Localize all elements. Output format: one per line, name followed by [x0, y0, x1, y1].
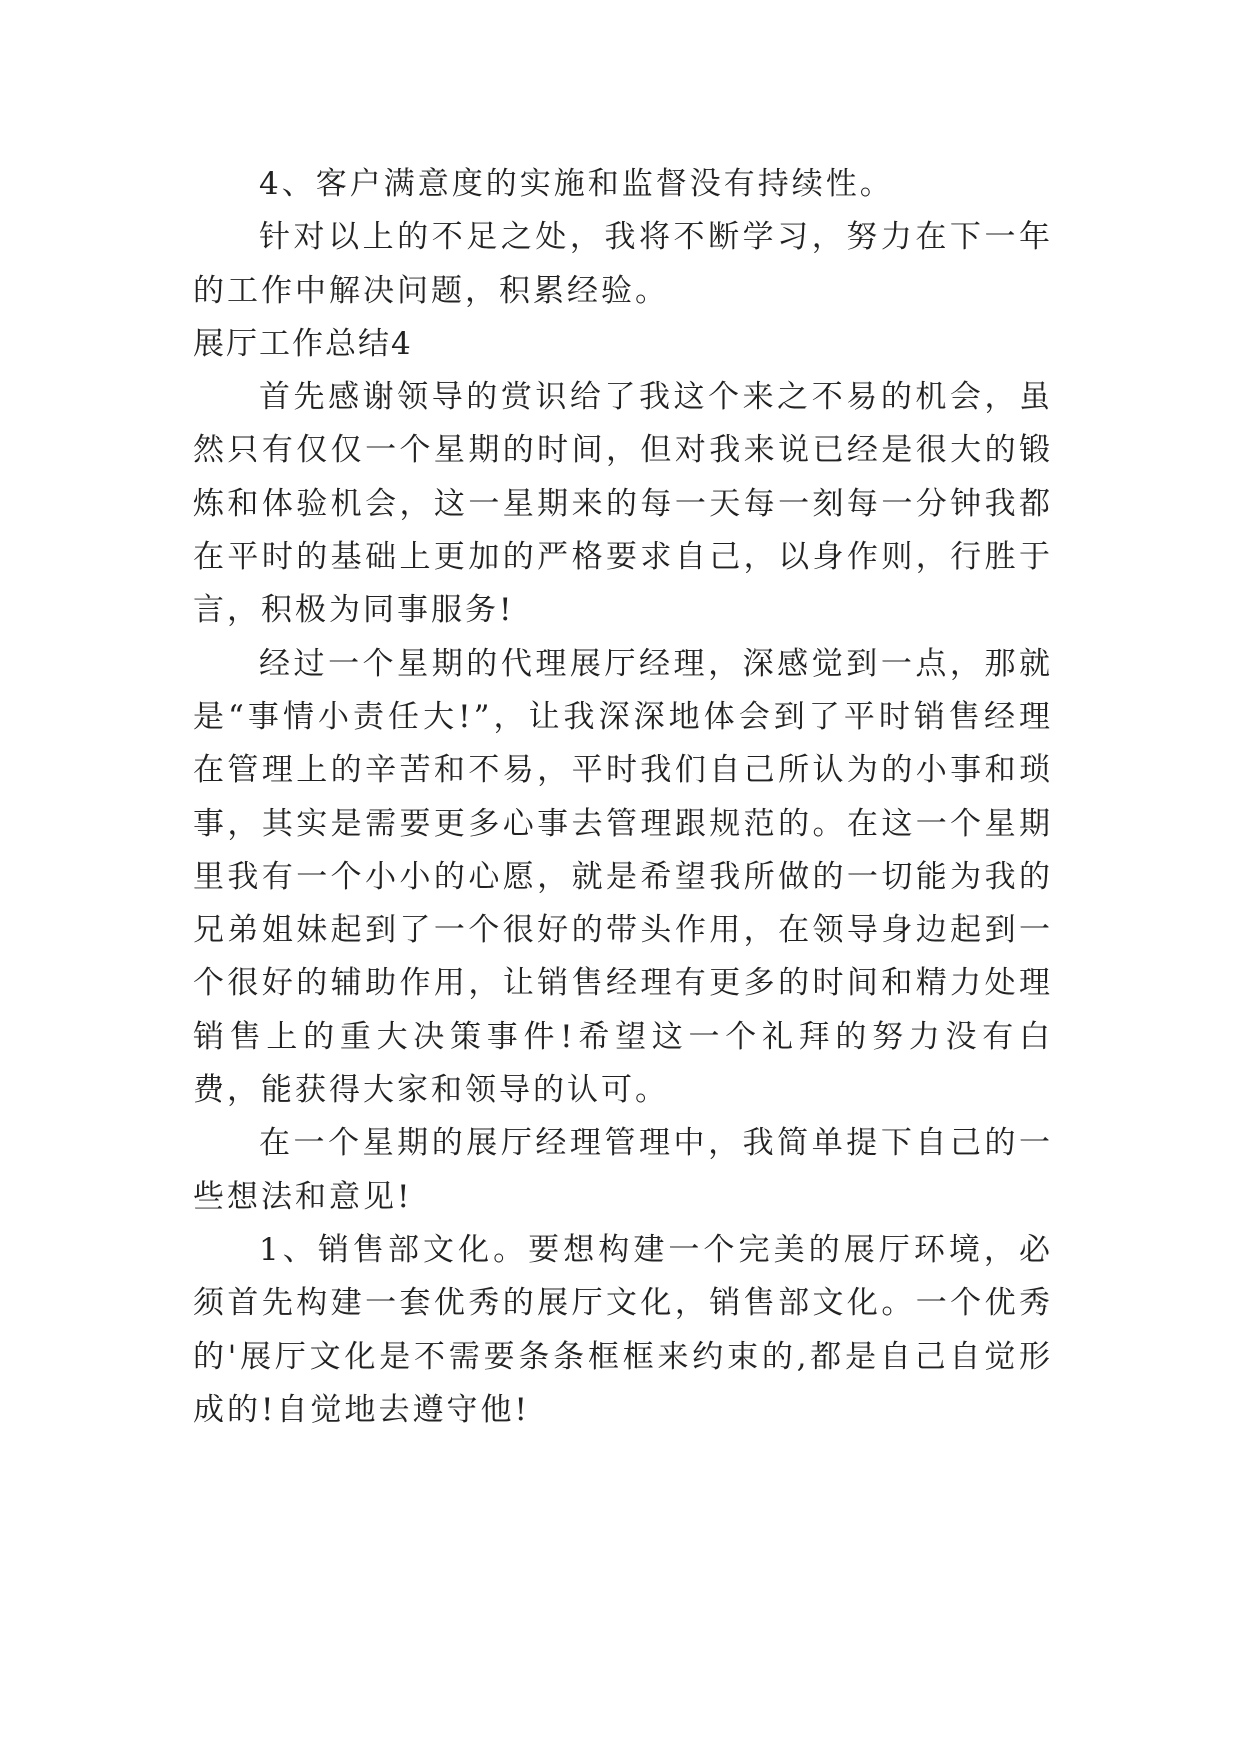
document-body	[193, 158, 1053, 1437]
paragraph-suggestions-intro: 在一个星期的展厅经理管理中，我简单提下自己的一些想法和意见!	[193, 1125, 1053, 1215]
paragraph-sales-culture: 1、销售部文化。要想构建一个完美的展厅环境，必须首先构建一套优秀的展厅文化，销售部文化。一个优秀的'展厅文化是不需要条条框框来约束的,都是自己自觉形成的!自觉地去遵守他!	[193, 1231, 1053, 1428]
section-heading: 展厅工作总结4	[193, 325, 413, 362]
paragraph-gratitude: 首先感谢领导的赏识给了我这个来之不易的机会，虽然只有仅仅一个星期的时间，但对我来说已经是很大的锻炼和体验机会，这一星期来的每一天每一刻每一分钟我都在平时的基础上更加的严格要求自己，以身作则，行胜于言，积极为同事服务!	[193, 379, 1053, 629]
paragraph-experience: 经过一个星期的代理展厅经理，深感觉到一点，那就是“事情小责任大!”，让我深深地体会到了平时销售经理在管理上的辛苦和不易，平时我们自己所认为的小事和琐事，其实是需要更多心事去管理跟规范的。在这一个星期里我有一个小小的心愿，就是希望我所做的一切能为我的兄弟姐妹起到了一个很好的带头作用，在领导身边起到一个很好的辅助作用，让销售经理有更多的时间和精力处理销售上的重大决策事件!希望这一个礼拜的努力没有白费，能获得大家和领导的认可。	[193, 645, 1053, 1109]
paragraph-improvement: 针对以上的不足之处，我将不断学习，努力在下一年的工作中解决问题，积累经验。	[193, 219, 1053, 309]
paragraph-item-4: 4、客户满意度的实施和监督没有持续性。	[259, 166, 894, 202]
